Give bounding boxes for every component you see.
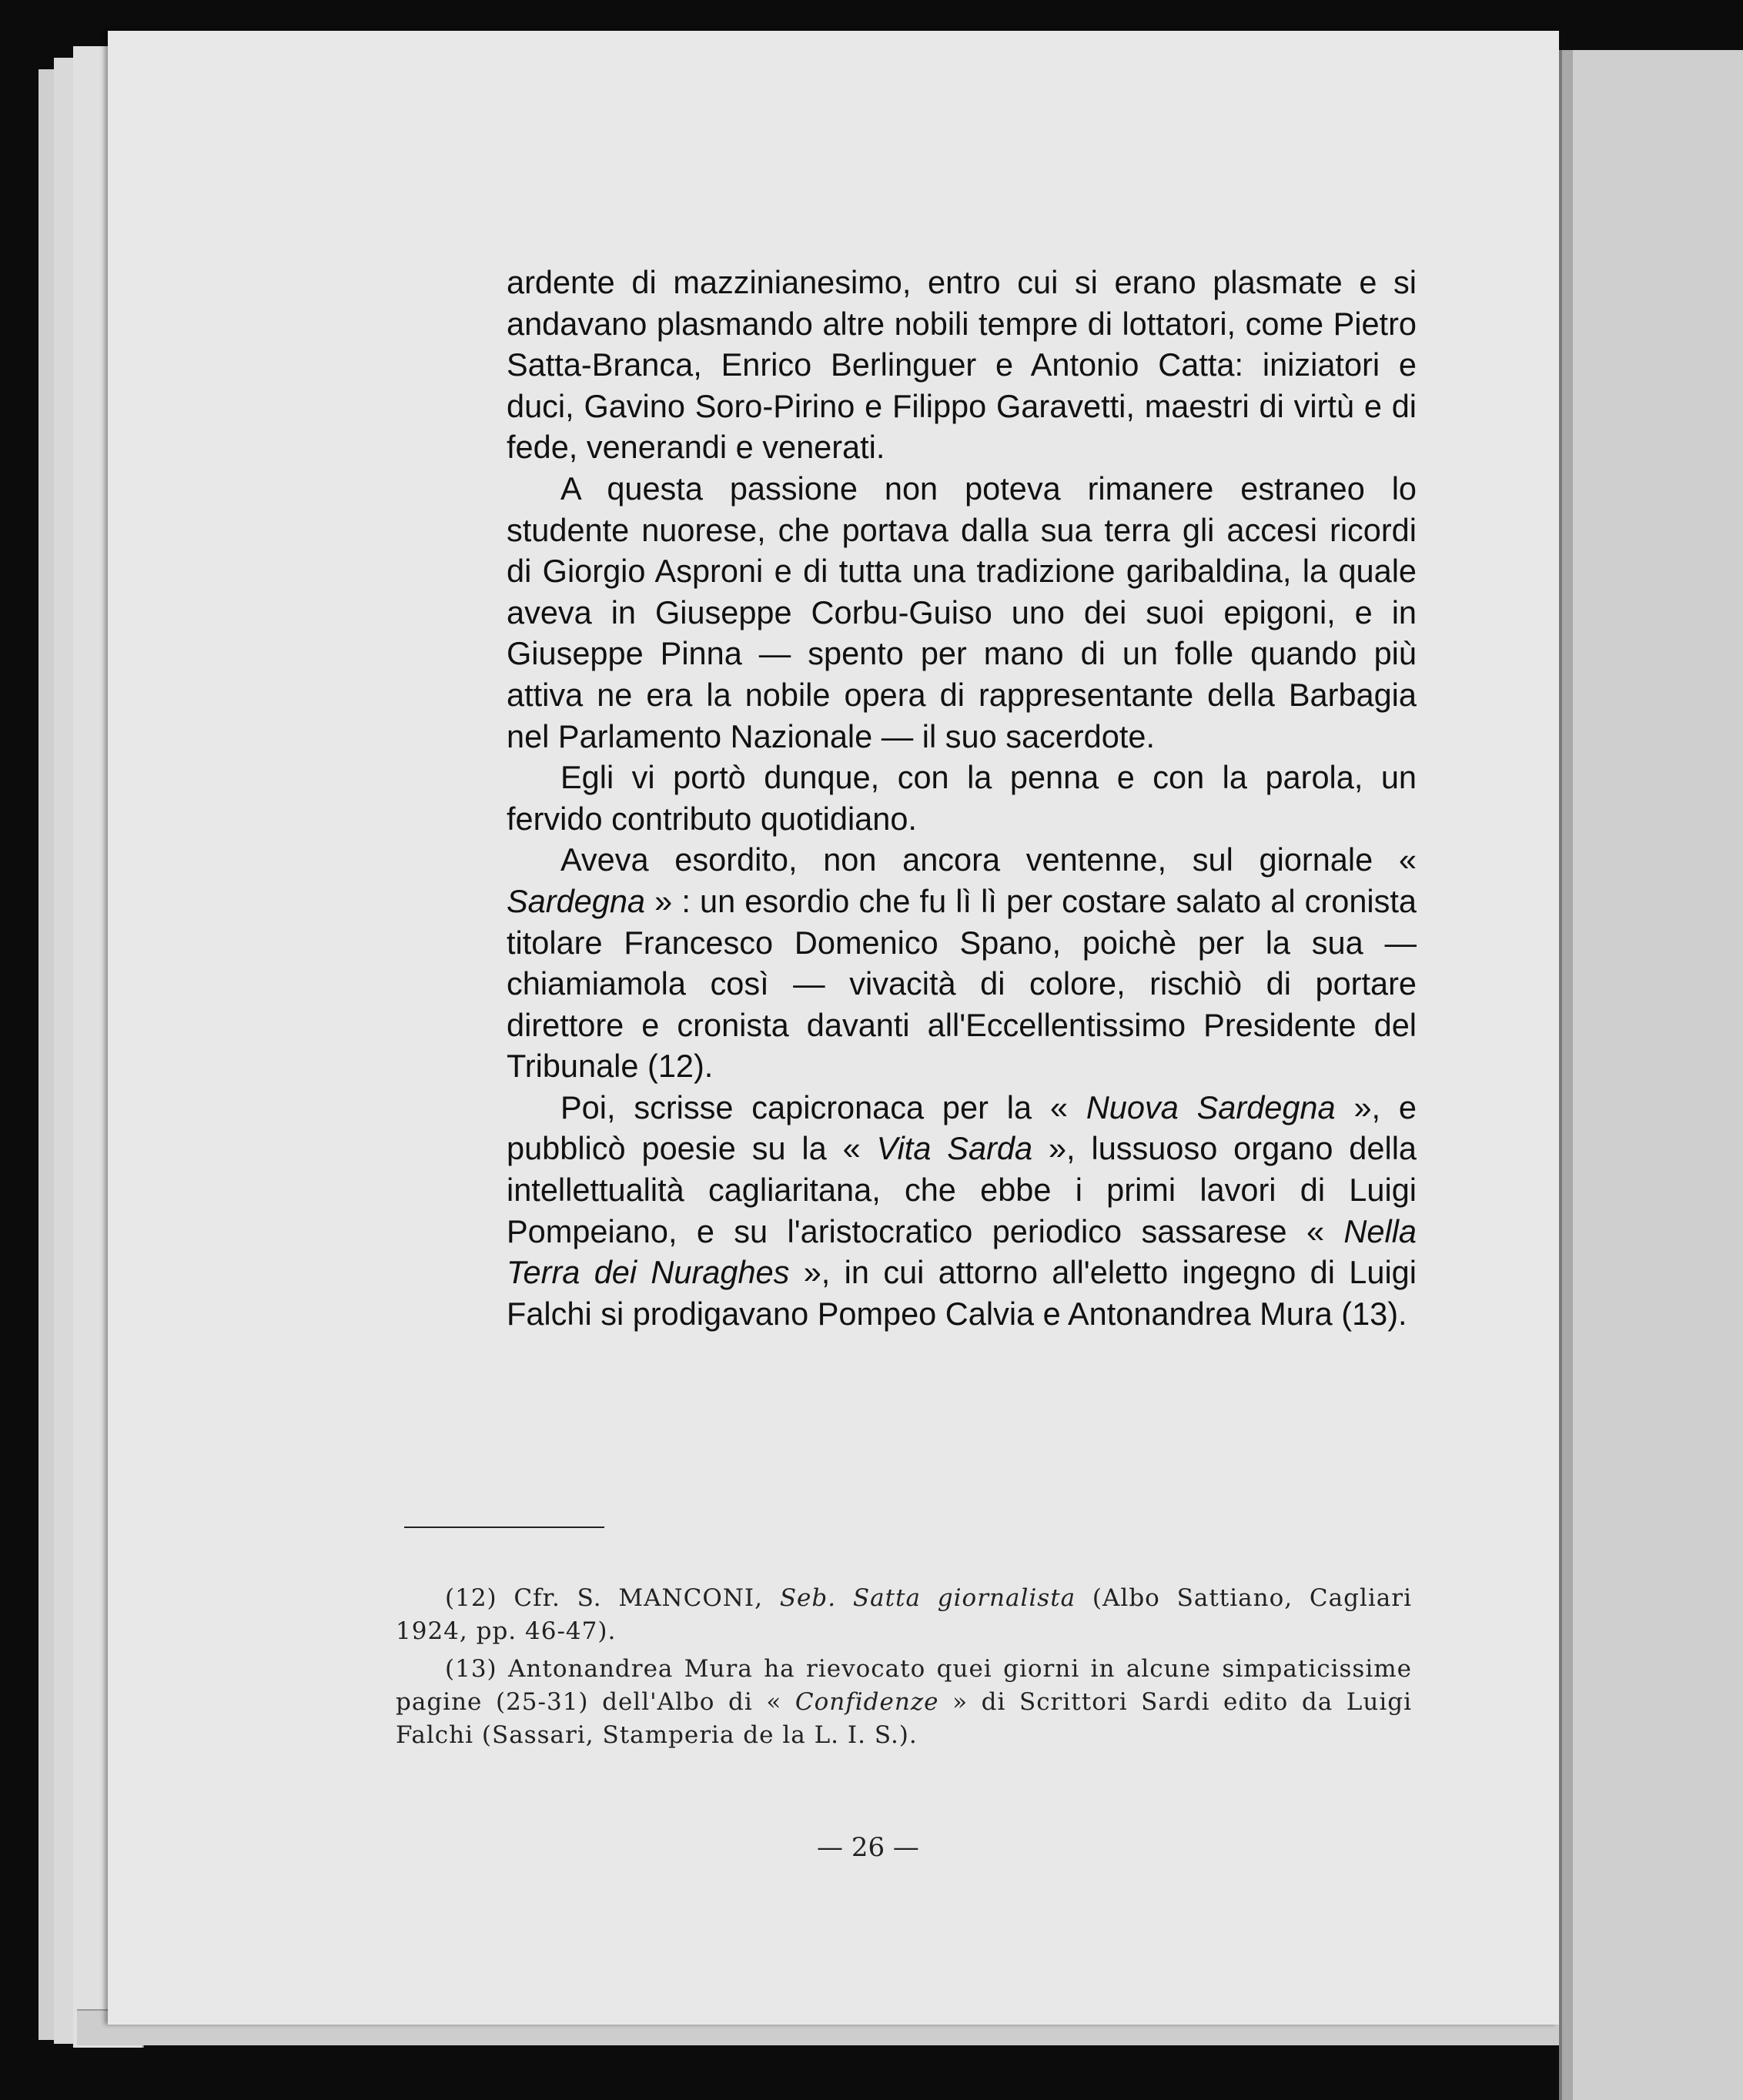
footnote: [396, 1582, 1412, 1648]
italic-title: Nuova Sardegna: [1086, 1088, 1336, 1125]
facing-page: [1559, 50, 1743, 2100]
text-run: », e pubblicò poesie su la «: [507, 1088, 1417, 1167]
paragraph: [507, 757, 1417, 839]
text-run: (12) Cfr. S. MANCONI,: [445, 1584, 780, 1612]
italic-title: Seb. Satta giornalista: [779, 1584, 1076, 1612]
text-run: », lussuoso organo della intellettualità cagliaritana, che ebbe i primi lavori di Luigi Pompeiano, e su l'aristocratico periodico sassarese «: [507, 1130, 1417, 1249]
text-run: ardente di mazzinianesimo, entro cui si erano plasmate e si andavano plasmando altre nobili tempre di lottatori, come Pietro Satta-Branca, Enrico Berlinguer e Antonio Catta: iniziatori e duci, Gavino Soro-Pirino e Filippo Garavetti, maestri di virtù e di fede, venerandi e venerati.: [507, 264, 1417, 466]
text-run: A questa passione non poteva rimanere estraneo lo studente nuorese, che portava dalla sua terra gli accesi ricordi di Giorgio Asproni e di tutta una tradizione garibaldina, la quale aveva in Giuseppe Corbu-Guiso uno dei suoi epigoni, e in Giuseppe Pinna — spento per mano di un folle quando più attiva ne era la nobile opera di rappresentante della Barbagia nel Parlamento Nazionale — il suo sacerdote.: [507, 470, 1417, 754]
italic-title: Sardegna: [507, 882, 645, 919]
footnote-separator: [404, 1527, 604, 1528]
paragraph: [507, 1087, 1417, 1335]
paragraph: [507, 839, 1417, 1087]
text-run: Egli vi portò dunque, con la penna e con la parola, un fervido contributo quotidiano.: [507, 759, 1417, 837]
footnote: [396, 1653, 1412, 1752]
italic-title: Confidenze: [795, 1688, 939, 1716]
text-run: » di Scrittori Sardi edito da Luigi Falchi (Sassari, Stamperia de la L. I. S.).: [396, 1688, 1412, 1749]
paragraph: [507, 468, 1417, 757]
italic-title: Nella Terra dei Nuraghes: [507, 1212, 1417, 1291]
italic-title: Vita Sarda: [876, 1130, 1033, 1167]
text-run: Aveva esordito, non ancora ventenne, sul giornale «: [560, 841, 1417, 878]
footnotes: [396, 1582, 1412, 1752]
main-text: [507, 262, 1417, 1334]
text-run: » : un esordio che fu lì lì per costare salato al cronista titolare Francesco Domenico Spano, poichè per la sua — chiamiamola così — vivacità di colore, rischiò di portare direttore e cronista davanti all'Eccellentissimo Presidente del Tribunale (12).: [507, 882, 1417, 1085]
text-run: (Albo Sattiano, Cagliari 1924, pp. 46-47).: [396, 1584, 1412, 1645]
text-run: », in cui attorno all'eletto ingegno di Luigi Falchi si prodigavano Pompeo Calvia e Antonandrea Mura (13).: [507, 1254, 1417, 1332]
book-page: [108, 31, 1559, 2025]
gutter-shadow: [1562, 50, 1573, 2100]
page-number: — 26 —: [817, 1832, 919, 1863]
paragraph: [507, 262, 1417, 468]
text-run: (13) Antonandrea Mura ha rievocato quei giorni in alcune simpaticissime pagine (25-31) dell'Albo di «: [396, 1655, 1412, 1716]
text-run: Poi, scrisse capicronaca per la «: [560, 1088, 1086, 1125]
